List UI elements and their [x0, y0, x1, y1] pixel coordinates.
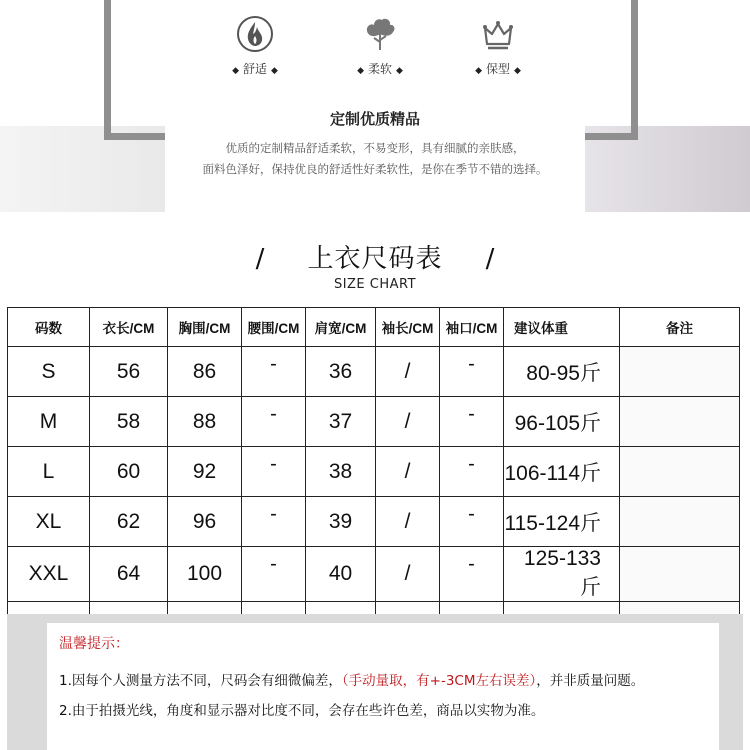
- cell-length: 56: [90, 347, 168, 397]
- size-table: [7, 307, 740, 652]
- cell-sleeve: /: [376, 447, 440, 497]
- cell-length: 60: [90, 447, 168, 497]
- flame-icon: [235, 14, 275, 54]
- card-line-1: 优质的定制精品舒适柔软，不易变形，具有细腻的亲肤感，: [225, 141, 525, 155]
- cell-weight: 96-105斤: [504, 397, 620, 447]
- cell-waist: -: [242, 447, 306, 497]
- cell-cuff: -: [440, 447, 504, 497]
- table-row: [8, 347, 740, 397]
- cell-size: XL: [8, 497, 90, 547]
- notice-panel: [7, 614, 743, 750]
- notice-line-1-end: ，并非质量问题。: [536, 673, 645, 689]
- cotton-icon: [360, 14, 400, 54]
- cell-shoulder: 37: [306, 397, 376, 447]
- card-title: 定制优质精品: [329, 110, 420, 128]
- cell-waist: -: [242, 397, 306, 447]
- cell-shoulder: 39: [306, 497, 376, 547]
- table-row: [8, 497, 740, 547]
- notice-line-1: [59, 669, 644, 689]
- cell-waist: -: [242, 347, 306, 397]
- cell-cuff: -: [440, 497, 504, 547]
- cell-shoulder: 38: [306, 447, 376, 497]
- cell-sleeve: /: [376, 347, 440, 397]
- cell-weight: 80-95斤: [504, 347, 620, 397]
- notice-line-1-highlight: （手动量取，有+-3CM左右误差）: [341, 673, 537, 689]
- cell-chest: 100: [168, 547, 242, 602]
- notice-line-2: 2.由于拍摄光线，角度和显示器对比度不同，会存在些许色差，商品以实物为准。: [59, 703, 545, 719]
- header-cuff: 袖口/CM: [440, 308, 504, 347]
- table-row: [8, 447, 740, 497]
- cell-length: 58: [90, 397, 168, 447]
- notice-line-1-text: 1.因每个人测量方法不同，尺码会有细微偏差，: [59, 673, 342, 689]
- feature-comfort: ◆ 舒适 ◆: [200, 14, 310, 77]
- header-weight: 建议体重: [504, 308, 620, 347]
- size-chart-heading: [0, 238, 750, 292]
- cell-cuff: -: [440, 347, 504, 397]
- feature-label: 柔软: [367, 62, 392, 76]
- table-row: [8, 397, 740, 447]
- header-waist: 腰围/CM: [242, 308, 306, 347]
- cell-note: [620, 547, 740, 602]
- header-note: 备注: [620, 308, 740, 347]
- notice-title: 温馨提示：: [59, 636, 129, 652]
- cell-sleeve: /: [376, 547, 440, 602]
- cell-chest: 88: [168, 397, 242, 447]
- crown-icon: [478, 14, 518, 54]
- cell-waist: -: [242, 547, 306, 602]
- feature-shape: ◆ 保型 ◆: [443, 14, 553, 77]
- cell-chest: 86: [168, 347, 242, 397]
- cell-shoulder: 40: [306, 547, 376, 602]
- cell-shoulder: 36: [306, 347, 376, 397]
- cell-length: 64: [90, 547, 168, 602]
- cell-size: L: [8, 447, 90, 497]
- cell-cuff: -: [440, 547, 504, 602]
- cell-sleeve: /: [376, 497, 440, 547]
- cell-sleeve: /: [376, 397, 440, 447]
- heading-title: 上衣尺码表: [307, 244, 443, 274]
- feature-label: 保型: [485, 62, 510, 76]
- card-line-2: 面料色泽好，保持优良的舒适性好柔软性，是你在季节不错的选择。: [202, 162, 548, 176]
- table-row: [8, 547, 740, 602]
- cell-cuff: -: [440, 397, 504, 447]
- cell-weight: 125-133斤: [504, 547, 620, 602]
- header-shoulder: 肩宽/CM: [306, 308, 376, 347]
- cell-size: S: [8, 347, 90, 397]
- cell-note: [620, 497, 740, 547]
- heading-slash-left: /: [255, 244, 265, 274]
- table-header-row: [8, 308, 740, 347]
- cell-chest: 96: [168, 497, 242, 547]
- cell-chest: 92: [168, 447, 242, 497]
- cell-size: M: [8, 397, 90, 447]
- cell-note: [620, 447, 740, 497]
- top-banner: [0, 0, 750, 228]
- header-chest: 胸围/CM: [168, 308, 242, 347]
- header-length: 衣长/CM: [90, 308, 168, 347]
- header-sleeve: 袖长/CM: [376, 308, 440, 347]
- heading-subtitle: SIZE CHART: [333, 277, 417, 292]
- feature-soft: ◆ 柔软 ◆: [325, 14, 435, 77]
- cell-waist: -: [242, 497, 306, 547]
- heading-slash-right: /: [485, 244, 495, 274]
- cell-note: [620, 397, 740, 447]
- cell-size: XXL: [8, 547, 90, 602]
- cell-note: [620, 347, 740, 397]
- notice-box: [47, 623, 719, 750]
- cell-length: 62: [90, 497, 168, 547]
- cell-weight: 115-124斤: [504, 497, 620, 547]
- header-size: 码数: [8, 308, 90, 347]
- cell-weight: 106-114斤: [504, 447, 620, 497]
- info-card: [165, 88, 585, 206]
- feature-label: 舒适: [242, 62, 267, 76]
